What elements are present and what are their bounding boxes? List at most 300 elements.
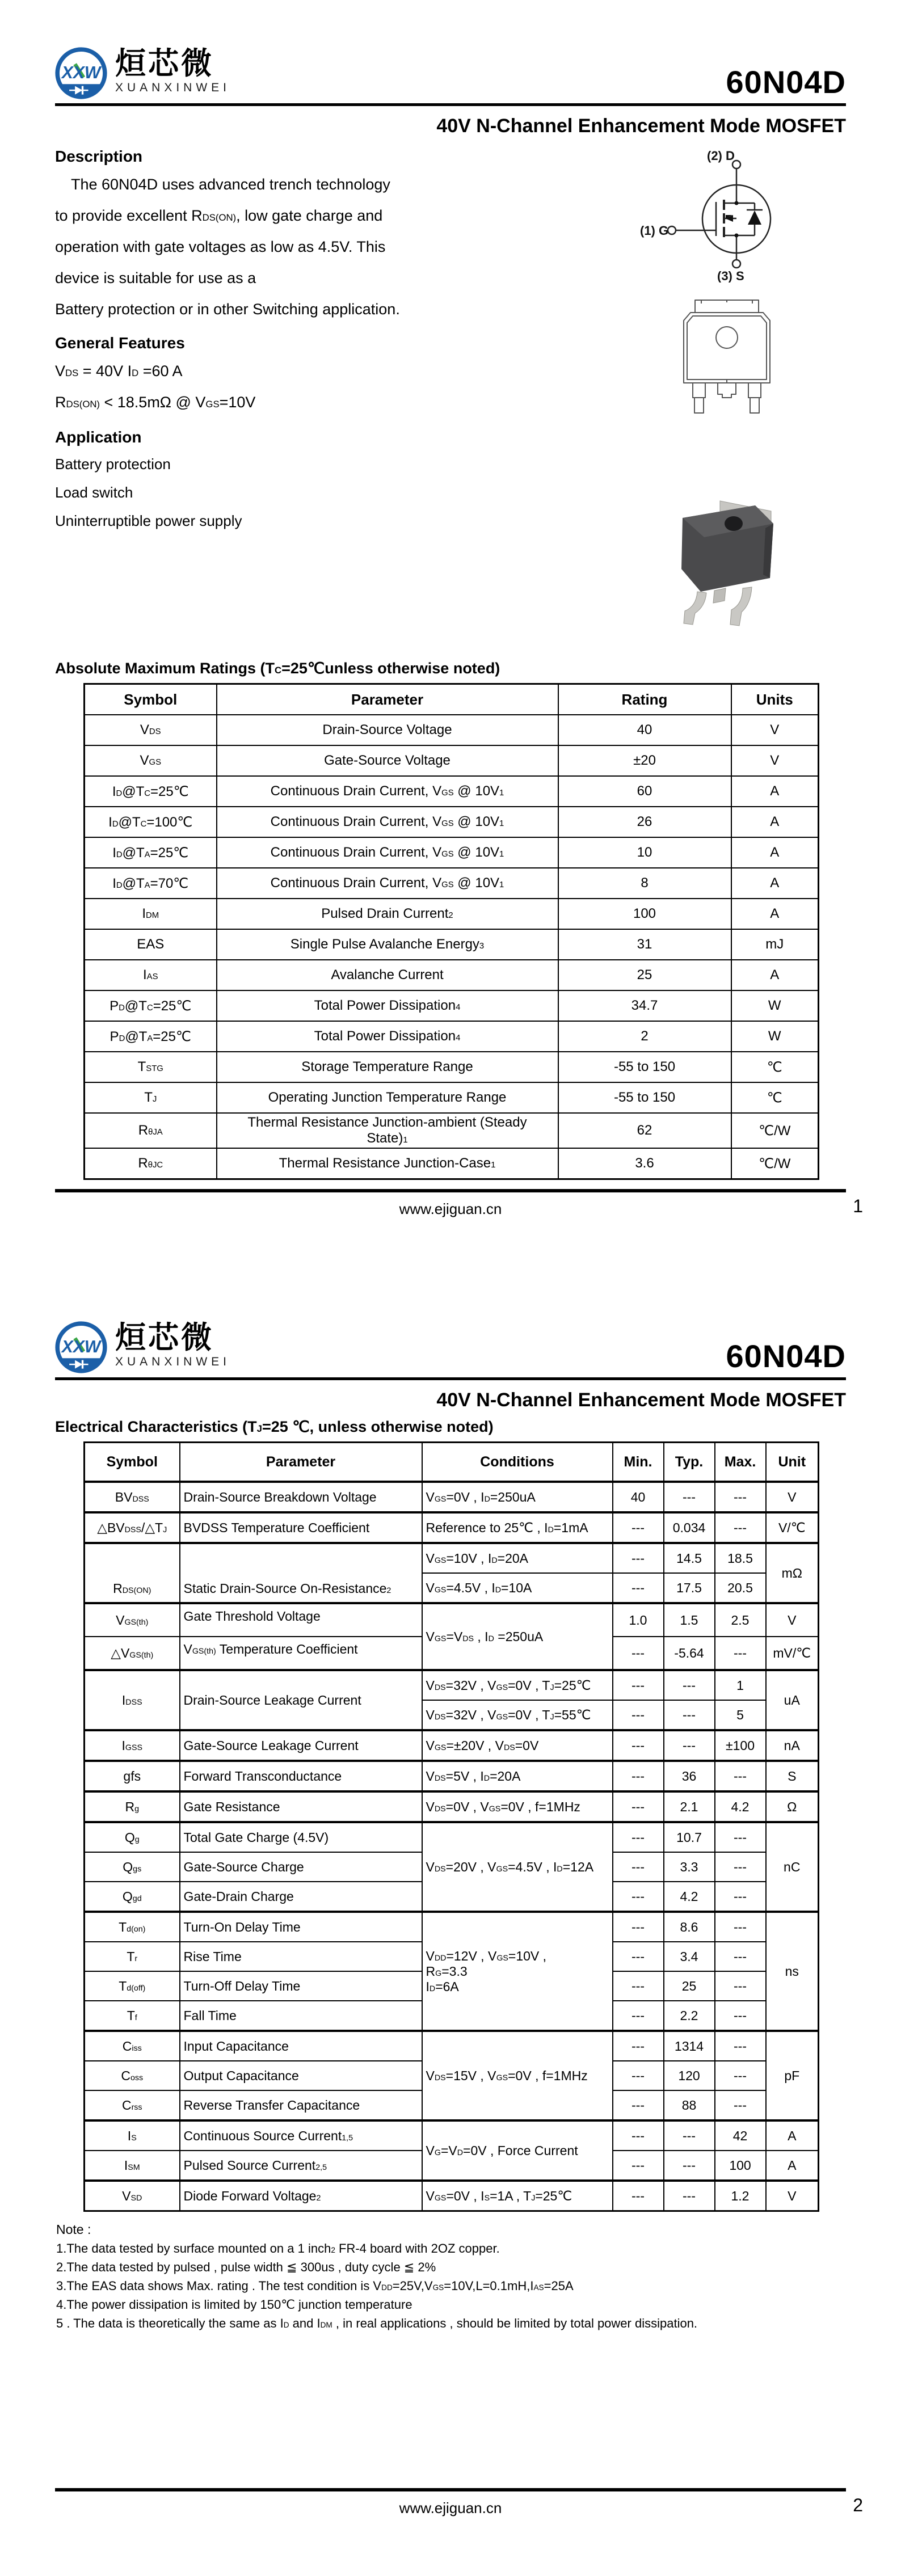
column-header: Min. <box>613 1443 664 1482</box>
table-cell: -55 to 150 <box>558 1052 731 1082</box>
table-cell: $T_{STG}$ <box>85 1052 217 1082</box>
table-cell: --- <box>613 2181 664 2211</box>
table-cell: A <box>731 960 819 990</box>
table-cell: Thermal Resistance Junction-Case$^1$ <box>217 1148 558 1179</box>
table-row <box>85 1512 819 1543</box>
table-cell: 88 <box>664 2090 715 2120</box>
table-cell: 120 <box>664 2061 715 2090</box>
table-cell: A <box>731 868 819 899</box>
table-cell: 10.7 <box>664 1822 715 1852</box>
table-cell: pF <box>766 2031 819 2120</box>
table-cell: $V_{GS}=0V$ , $I_S=1A$ , $T_J=25℃$ <box>422 2181 613 2211</box>
table-cell: --- <box>715 2031 766 2061</box>
table-cell: --- <box>715 1822 766 1852</box>
electrical-characteristics-table <box>83 1441 819 2212</box>
table-cell: 1.5 <box>664 1603 715 1637</box>
table-cell: Total Gate Charge (4.5V) <box>180 1822 422 1852</box>
table-cell: V <box>766 2181 819 2211</box>
table-cell: 0.034 <box>664 1512 715 1543</box>
drain-pin-label: (2) D <box>707 149 735 163</box>
table-cell: mΩ <box>766 1543 819 1603</box>
page-footer <box>55 1189 863 1218</box>
note-line: 3.The EAS data shows Max. rating . The test condition is $V_{DD}=25V,V_{GS}=10V,L=0.1mH,I_{AS}=25A$ <box>56 2279 574 2293</box>
table-cell: --- <box>613 1791 664 1822</box>
table-cell: Gate-Source Voltage <box>217 745 558 776</box>
table-cell: $T_r$ <box>85 1942 180 1971</box>
table-cell: $T_J$ <box>85 1082 217 1113</box>
table-row <box>85 1670 819 1700</box>
table-cell: Gate Threshold Voltage <box>180 1603 422 1637</box>
table-cell: 10 <box>558 837 731 868</box>
table-row <box>85 1113 819 1148</box>
table-cell: S <box>766 1761 819 1791</box>
table-cell: 3.4 <box>664 1942 715 1971</box>
table-cell: Gate-Source Charge <box>180 1852 422 1882</box>
table-cell: Thermal Resistance Junction-ambient (Steady State)$^1$ <box>217 1113 558 1148</box>
table-cell: Drain-Source Leakage Current <box>180 1670 422 1730</box>
table-row <box>85 899 819 929</box>
table-row <box>85 807 819 837</box>
table-cell: mV/℃ <box>766 1637 819 1670</box>
table-cell: --- <box>613 1700 664 1730</box>
table-cell: --- <box>664 1670 715 1700</box>
page-number: 2 <box>853 2495 863 2515</box>
table-cell: --- <box>715 1482 766 1512</box>
table-cell: $Q_{gd}$ <box>85 1882 180 1912</box>
table-cell: $I_{SM}$ <box>85 2151 180 2181</box>
table-cell: 100 <box>558 899 731 929</box>
table-cell: Continuous Drain Current, $V_{GS}$ @ $10V^1$ <box>217 776 558 807</box>
table-row <box>85 1912 819 1942</box>
table-cell: $V_G=V_D=0V$ , Force Current <box>422 2120 613 2181</box>
table-cell: --- <box>613 1912 664 1942</box>
table-cell: $V_{GS}=V_{DS}$ , $I_D =250uA$ <box>422 1603 613 1670</box>
table-row <box>85 2181 819 2211</box>
table-cell: $I_D@T_C=25℃$ <box>85 776 217 807</box>
table-cell: $V_{GS(th)}$ Temperature Coefficient <box>180 1637 422 1670</box>
table-cell: --- <box>613 1942 664 1971</box>
company-name-en: XUANXINWEI <box>115 1355 231 1369</box>
table-cell: mJ <box>731 929 819 960</box>
document-subtitle: 40V N-Channel Enhancement Mode MOSFET <box>436 115 846 137</box>
table-cell: A <box>731 776 819 807</box>
table-cell: 40 <box>558 715 731 745</box>
table-cell: --- <box>715 1637 766 1670</box>
table-row <box>85 1021 819 1052</box>
table-cell: --- <box>715 1512 766 1543</box>
company-logo <box>55 1321 230 1373</box>
table-cell: nA <box>766 1730 819 1761</box>
company-logo <box>55 47 230 99</box>
table-cell: --- <box>715 1882 766 1912</box>
notes-list <box>56 2239 846 2333</box>
table-cell: --- <box>664 1730 715 1761</box>
table-cell: 31 <box>558 929 731 960</box>
table-cell: $I_S$ <box>85 2120 180 2151</box>
table-cell: --- <box>715 1912 766 1942</box>
table-cell: $V_{DS}$ <box>85 715 217 745</box>
table-cell: 17.5 <box>664 1573 715 1603</box>
table-cell: 2.5 <box>715 1603 766 1637</box>
table-cell: --- <box>613 2001 664 2031</box>
table-cell: Total Power Dissipation$^4$ <box>217 990 558 1021</box>
footer-website: www.ejiguan.cn <box>399 1200 502 1217</box>
page-1 <box>0 0 901 1285</box>
table-cell: $R_g$ <box>85 1791 180 1822</box>
general-features-section <box>55 334 608 418</box>
table-cell: $I_D@T_A=70℃$ <box>85 868 217 899</box>
intro-text-column <box>55 146 608 653</box>
note-line: 5 . The data is theoretically the same as $I_D$ and $I_{DM}$ , in real applications , should be limited by total power dissipation. <box>56 2316 698 2330</box>
table-cell: --- <box>715 1942 766 1971</box>
table-cell: Reverse Transfer Capacitance <box>180 2090 422 2120</box>
table-row <box>85 868 819 899</box>
table-cell: BVDSS Temperature Coefficient <box>180 1512 422 1543</box>
table-cell: $I_D@T_C=100℃$ <box>85 807 217 837</box>
feature-line: $V_{DS} = 40V$ $I_D =60$ A <box>55 362 183 380</box>
table-row <box>85 1082 819 1113</box>
table-header-row <box>85 684 819 715</box>
table-cell: --- <box>613 1822 664 1852</box>
table-cell: Pulsed Source Current$^{2,5}$ <box>180 2151 422 2181</box>
table-cell: --- <box>613 2090 664 2120</box>
description-line: to provide excellent $R_{DS(ON)}$, low gate charge and <box>55 207 383 224</box>
column-header: Symbol <box>85 1443 180 1482</box>
table-cell: 4.2 <box>715 1791 766 1822</box>
page-footer <box>55 2488 863 2517</box>
application-line: Uninterruptible power supply <box>55 512 242 529</box>
table-cell: --- <box>715 1761 766 1791</box>
table-cell: $V_{DD}=12V$ , $V_{GS}=10V$ , $R_G=3.3$ $I_D=6A$ <box>422 1912 613 2031</box>
table-cell: V <box>766 1603 819 1637</box>
table-cell: V <box>731 715 819 745</box>
source-pin-label: (3) S <box>717 269 744 283</box>
table-cell: --- <box>613 1882 664 1912</box>
table-row <box>85 1603 819 1637</box>
column-header: Parameter <box>180 1443 422 1482</box>
intro-columns <box>55 146 846 653</box>
table-cell: $V_{SD}$ <box>85 2181 180 2211</box>
table-row <box>85 2120 819 2151</box>
table-cell: EAS <box>85 929 217 960</box>
table-cell: $V_{GS}=0V$ , $I_D=250uA$ <box>422 1482 613 1512</box>
document-subtitle: 40V N-Channel Enhancement Mode MOSFET <box>436 1389 846 1411</box>
general-features-heading: General Features <box>55 334 185 352</box>
abs-max-table <box>83 683 819 1180</box>
table-cell: Pulsed Drain Current$^2$ <box>217 899 558 929</box>
part-number: 60N04D <box>726 1338 846 1374</box>
page-number: 1 <box>853 1196 863 1216</box>
table-cell: --- <box>613 1971 664 2001</box>
table-cell: --- <box>613 1730 664 1761</box>
company-name-block <box>115 47 230 95</box>
table-cell: Output Capacitance <box>180 2061 422 2090</box>
table-cell: 2.1 <box>664 1791 715 1822</box>
table-cell: uA <box>766 1670 819 1730</box>
application-line: Battery protection <box>55 456 171 473</box>
table-cell: $C_{iss}$ <box>85 2031 180 2061</box>
table-cell: Single Pulse Avalanche Energy$^3$ <box>217 929 558 960</box>
column-header: Conditions <box>422 1443 613 1482</box>
header-divider <box>55 103 846 106</box>
table-cell: Gate Resistance <box>180 1791 422 1822</box>
table-cell: $V_{DS}=20V$ , $V_{GS}=4.5V$ , $I_D=12A$ <box>422 1822 613 1912</box>
table-cell: Continuous Drain Current, $V_{GS}$ @ $10V^1$ <box>217 868 558 899</box>
table-row <box>85 1482 819 1512</box>
table-cell: --- <box>613 1761 664 1791</box>
table-cell: Continuous Drain Current, $V_{GS}$ @ $10V^1$ <box>217 807 558 837</box>
table-cell: W <box>731 1021 819 1052</box>
table-cell: --- <box>613 2151 664 2181</box>
mosfet-symbol-figure <box>639 146 815 283</box>
application-heading: Application <box>55 428 142 446</box>
logo-monogram: XXW <box>61 64 101 83</box>
page-header <box>55 0 846 99</box>
table-cell: Drain-Source Breakdown Voltage <box>180 1482 422 1512</box>
table-row <box>85 1052 819 1082</box>
column-header: Max. <box>715 1443 766 1482</box>
application-line: Load switch <box>55 484 133 501</box>
electrical-characteristics-title: Electrical Characteristics ($T_J=25$ ℃, unless otherwise noted) <box>55 1418 494 1435</box>
table-cell: 14.5 <box>664 1543 715 1573</box>
table-cell: Turn-Off Delay Time <box>180 1971 422 2001</box>
table-cell: $P_D@T_C=25℃$ <box>85 990 217 1021</box>
table-cell: 2 <box>558 1021 731 1052</box>
table-cell: 42 <box>715 2120 766 2151</box>
table-cell: 8.6 <box>664 1912 715 1942</box>
table-cell: $\triangle V_{GS(th)}$ <box>85 1637 180 1670</box>
table-cell: Continuous Drain Current, $V_{GS}$ @ $10V^1$ <box>217 837 558 868</box>
table-cell: 4.2 <box>664 1882 715 1912</box>
table-cell: A <box>731 807 819 837</box>
table-row <box>85 990 819 1021</box>
table-cell: --- <box>715 1852 766 1882</box>
page-2 <box>0 1285 901 2576</box>
table-row <box>85 2031 819 2061</box>
table-cell: Turn-On Delay Time <box>180 1912 422 1942</box>
table-cell: --- <box>613 2120 664 2151</box>
table-row <box>85 837 819 868</box>
table-cell: $\triangle BV_{DSS}/\triangle T_J$ <box>85 1512 180 1543</box>
table-cell: Ω <box>766 1791 819 1822</box>
logo-monogram: XXW <box>61 1338 101 1357</box>
description-line: The 60N04D uses advanced trench technology <box>71 176 390 193</box>
table-cell: nC <box>766 1822 819 1912</box>
table-cell: $T_{d(on)}$ <box>85 1912 180 1942</box>
column-header: Symbol <box>85 684 217 715</box>
table-cell: $R_{\theta JC}$ <box>85 1148 217 1179</box>
table-cell: -55 to 150 <box>558 1082 731 1113</box>
table-cell: Diode Forward Voltage$^2$ <box>180 2181 422 2211</box>
table-cell: $V_{DS}=5V$ , $I_D=20A$ <box>422 1761 613 1791</box>
abs-max-title: Absolute Maximum Ratings ($T_C=25℃unless$ otherwise noted) <box>55 660 500 677</box>
table-cell: $Q_g$ <box>85 1822 180 1852</box>
table-cell: A <box>766 2151 819 2181</box>
table-cell: ns <box>766 1912 819 2031</box>
table-cell: 20.5 <box>715 1573 766 1603</box>
header-divider <box>55 1377 846 1380</box>
description-line: device is suitable for use as a <box>55 269 256 286</box>
table-cell: A <box>731 899 819 929</box>
table-cell: -5.64 <box>664 1637 715 1670</box>
table-cell: 3.3 <box>664 1852 715 1882</box>
company-name-block <box>115 1321 230 1369</box>
figure-column <box>608 146 846 653</box>
table-cell: $C_{oss}$ <box>85 2061 180 2090</box>
table-cell: --- <box>613 2031 664 2061</box>
table-cell: Continuous Source Current$^{1,5}$ <box>180 2120 422 2151</box>
package-outline-figure <box>676 297 778 419</box>
column-header: Typ. <box>664 1443 715 1482</box>
table-row <box>85 1822 819 1852</box>
table-cell: 34.7 <box>558 990 731 1021</box>
table-cell: ℃/W <box>731 1148 819 1179</box>
table-cell: --- <box>664 1700 715 1730</box>
table-cell: Static Drain-Source On-Resistance$^2$ <box>180 1543 422 1603</box>
notes-heading: Note : <box>56 2222 91 2237</box>
table-cell: A <box>766 2120 819 2151</box>
table-cell: $R_{\theta JA}$ <box>85 1113 217 1148</box>
table-row <box>85 1543 819 1573</box>
table-cell: $I_{DSS}$ <box>85 1670 180 1730</box>
column-header: Parameter <box>217 684 558 715</box>
table-cell: V <box>766 1482 819 1512</box>
table-cell: 36 <box>664 1761 715 1791</box>
table-cell: $V_{GS}=\pm 20V$ , $V_{DS}=0V$ <box>422 1730 613 1761</box>
table-cell: 8 <box>558 868 731 899</box>
table-cell: 1.2 <box>715 2181 766 2211</box>
gate-pin-label: (1) G <box>640 224 669 238</box>
table-cell: $T_f$ <box>85 2001 180 2031</box>
table-header-row <box>85 1443 819 1482</box>
table-cell: $V_{DS}=32V$ , $V_{GS}=0V$ , $T_J=55℃$ <box>422 1700 613 1730</box>
table-cell: 1314 <box>664 2031 715 2061</box>
table-cell: W <box>731 990 819 1021</box>
table-cell: ±20 <box>558 745 731 776</box>
table-row <box>85 745 819 776</box>
table-cell: $I_D@T_A=25℃$ <box>85 837 217 868</box>
table-cell: 1 <box>715 1670 766 1700</box>
table-cell: $R_{DS(ON)}$ <box>85 1543 180 1603</box>
table-cell: ℃ <box>731 1052 819 1082</box>
table-cell: --- <box>613 1543 664 1573</box>
table-cell: 26 <box>558 807 731 837</box>
table-cell: 1.0 <box>613 1603 664 1637</box>
table-cell: --- <box>715 2001 766 2031</box>
table-cell: ℃ <box>731 1082 819 1113</box>
table-cell: Rise Time <box>180 1942 422 1971</box>
table-cell: --- <box>664 1482 715 1512</box>
footer-website: www.ejiguan.cn <box>399 2499 502 2516</box>
table-cell: $I_{GSS}$ <box>85 1730 180 1761</box>
description-heading: Description <box>55 147 143 165</box>
table-cell: Fall Time <box>180 2001 422 2031</box>
table-row <box>85 1148 819 1179</box>
table-cell: Drain-Source Voltage <box>217 715 558 745</box>
column-header: Rating <box>558 684 731 715</box>
logo-badge-icon <box>55 1321 107 1373</box>
logo-badge-icon <box>55 47 107 99</box>
table-cell: $V_{DS}=15V$ , $V_{GS}=0V$ , f=1MHz <box>422 2031 613 2120</box>
table-cell: $V_{GS}=10V$ , $I_D=20A$ <box>422 1543 613 1573</box>
table-cell: Storage Temperature Range <box>217 1052 558 1082</box>
table-cell: $I_{AS}$ <box>85 960 217 990</box>
page-header <box>55 1285 846 1373</box>
table-cell: --- <box>613 2061 664 2090</box>
table-row <box>85 929 819 960</box>
feature-line: $R_{DS(ON)} < 18.5m\Omega$ @ $V_{GS}=10V$ <box>55 394 256 411</box>
table-cell: $V_{DS}=0V$ , $V_{GS}=0V$ , f=1MHz <box>422 1791 613 1822</box>
table-cell: 100 <box>715 2151 766 2181</box>
note-line: 2.The data tested by pulsed , pulse width ≦ 300us , duty cycle ≦ 2% <box>56 2260 436 2274</box>
table-cell: $C_{rss}$ <box>85 2090 180 2120</box>
table-row <box>85 1730 819 1761</box>
table-cell: ℃/W <box>731 1113 819 1148</box>
company-name-cn: 烜芯微 <box>115 1321 214 1355</box>
table-cell: Avalanche Current <box>217 960 558 990</box>
package-photo-figure <box>670 494 784 633</box>
table-cell: --- <box>613 1670 664 1700</box>
table-cell: Gate-Source Leakage Current <box>180 1730 422 1761</box>
table-row <box>85 776 819 807</box>
table-cell: $V_{GS}$ <box>85 745 217 776</box>
application-list <box>55 450 608 535</box>
description-paragraph <box>55 169 608 325</box>
table-row <box>85 1791 819 1822</box>
table-cell: $V_{GS}=4.5V$ , $I_D=10A$ <box>422 1573 613 1603</box>
table-cell: Input Capacitance <box>180 2031 422 2061</box>
note-line: 1.The data tested by surface mounted on a 1 inch$^2$ FR-4 board with 2OZ copper. <box>56 2241 500 2255</box>
table-cell: Operating Junction Temperature Range <box>217 1082 558 1113</box>
table-row <box>85 715 819 745</box>
table-cell: --- <box>613 1637 664 1670</box>
table-cell: 2.2 <box>664 2001 715 2031</box>
table-cell: 62 <box>558 1113 731 1148</box>
table-cell: $I_{DM}$ <box>85 899 217 929</box>
company-name-en: XUANXINWEI <box>115 81 231 95</box>
table-cell: Gate-Drain Charge <box>180 1882 422 1912</box>
table-cell: --- <box>715 1971 766 2001</box>
table-row <box>85 960 819 990</box>
table-cell: 25 <box>558 960 731 990</box>
table-cell: --- <box>613 1852 664 1882</box>
table-cell: --- <box>664 2181 715 2211</box>
table-cell: $P_D@T_A=25℃$ <box>85 1021 217 1052</box>
table-cell: $Q_{gs}$ <box>85 1852 180 1882</box>
table-cell: V <box>731 745 819 776</box>
description-line: Battery protection or in other Switching application. <box>55 301 400 318</box>
table-cell: 25 <box>664 1971 715 2001</box>
table-cell: --- <box>613 1573 664 1603</box>
table-cell: 60 <box>558 776 731 807</box>
table-cell: --- <box>715 2090 766 2120</box>
table-cell: 40 <box>613 1482 664 1512</box>
table-cell: --- <box>664 2151 715 2181</box>
table-cell: Reference to 25℃ , $I_D=1mA$ <box>422 1512 613 1543</box>
notes-section <box>56 2220 846 2333</box>
table-cell: --- <box>613 1512 664 1543</box>
table-cell: A <box>731 837 819 868</box>
table-cell: --- <box>664 2120 715 2151</box>
table-cell: $V_{GS(th)}$ <box>85 1603 180 1637</box>
table-row <box>85 1761 819 1791</box>
table-cell: 5 <box>715 1700 766 1730</box>
table-cell: 3.6 <box>558 1148 731 1179</box>
part-number: 60N04D <box>726 64 846 100</box>
general-features-list <box>55 356 608 418</box>
table-cell: 18.5 <box>715 1543 766 1573</box>
table-cell: ±100 <box>715 1730 766 1761</box>
